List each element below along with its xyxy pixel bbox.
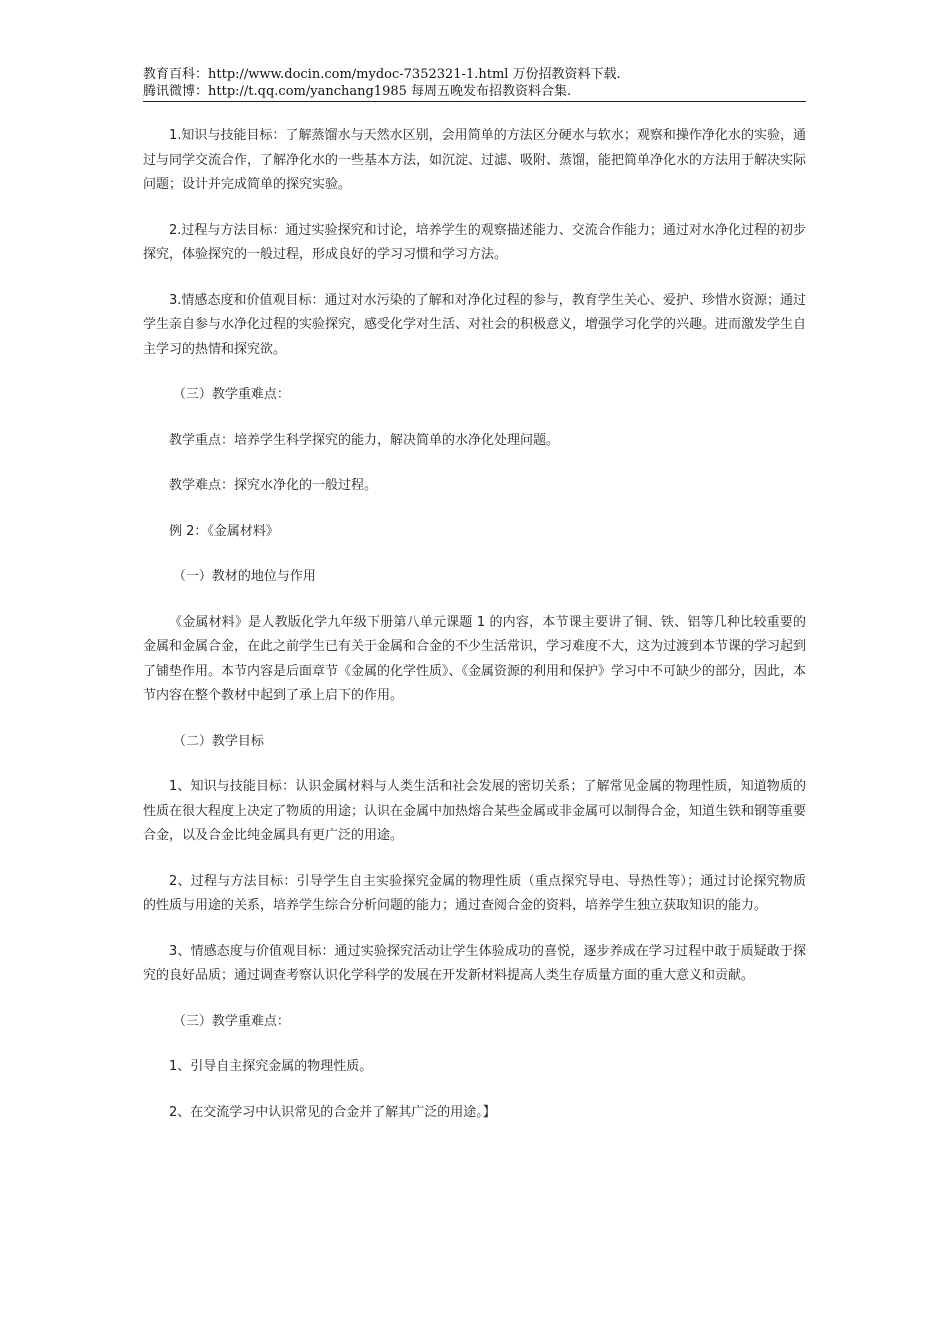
metal-objective-knowledge: 1、知识与技能目标：认识金属材料与人类生活和社会发展的密切关系；了解常见金属的物理性质，知道物质的性质在很大程度上决定了物质的用途；认识在金属中加热熔合某些金属或非金属可以制得合金，知道生铁和钢等重要合金，以及合金比纯金属具有更广泛的用途。: [143, 779, 807, 843]
section-heading-objectives: （二）教学目标: [172, 733, 264, 749]
section-heading-key-points: （三）教学重难点：: [172, 387, 290, 402]
header-line-baike: 教育百科：http://www.docin.com/mydoc-7352321-1.html 万份招教资料下载.: [143, 67, 621, 82]
header-line-weibo: 腾讯微博：http://t.qq.com/yanchang1985 每周五晚发布招教资料合集.: [143, 84, 572, 99]
section-heading-textbook-role: （一）教材的地位与作用: [172, 569, 316, 584]
key-point-1: 1、引导自主探究金属的物理性质。: [169, 1059, 373, 1074]
metal-objective-process: 2、过程与方法目标：引导学生自主实验探究金属的物理性质（重点探究导电、导热性等）；通过讨论探究物质的性质与用途的关系，培养学生综合分析问题的能力；通过查阅合金的资料，培养学生独立获取知识的能力。: [143, 873, 806, 913]
objective-process-methods: 2.过程与方法目标：通过实验探究和讨论，培养学生的观察描述能力、交流合作能力；通过对水净化过程的初步探究，体验探究的一般过程，形成良好的学习习惯和学习方法。: [143, 222, 806, 262]
textbook-role-paragraph: 《金属材料》是人教版化学九年级下册第八单元课题 1 的内容，本节课主要讲了铜、铁、铝等几种比较重要的金属和金属合金，在此之前学生已有关于金属和合金的不少生活常识，学习难度不大，这为过渡到本节课的学习起到了铺垫作用。本节内容是后面章节《金属的化学性质》、《金属资源的利用和保护》学习中不可缺少的部分，因此，本节内容在整个教材中起到了承上启下的作用。: [143, 614, 807, 703]
section-heading-key-points-2: （三）教学重难点：: [172, 1013, 290, 1029]
teaching-difficulty: 教学难点：探究水净化的一般过程。: [169, 478, 378, 493]
key-point-2: 2、在交流学习中认识常见的合金并了解其广泛的用途。】: [169, 1104, 496, 1120]
objective-knowledge-skills: 1.知识与技能目标：了解蒸馏水与天然水区别，会用简单的方法区分硬水与软水；观察和操作净化水的实验，通过与同学交流合作，了解净化水的一些基本方法，如沉淀、过滤、吸附、蒸馏，能把简单净化水的方法用于解决实际问题；设计并完成简单的探究实验。: [143, 128, 807, 192]
teaching-key-point: 教学重点：培养学生科学探究的能力，解决简单的水净化处理问题。: [169, 432, 560, 448]
objective-emotion-values: 3.情感态度和价值观目标：通过对水污染的了解和对净化过程的参与，教育学生关心、爱护、珍惜水资源；通过学生亲自参与水净化过程的实验探究，感受化学对生活、对社会的积极意义，增强学习化学的兴趣。进而激发学生自主学习的热情和探究欲。: [143, 292, 807, 357]
example-title: 例 2：《金属材料》: [169, 523, 279, 539]
document-body: [143, 124, 806, 1146]
page-header: [143, 66, 806, 102]
metal-objective-emotion: 3、情感态度与价值观目标：通过实验探究活动让学生体验成功的喜悦，逐步养成在学习过程中敢于质疑敢于探究的良好品质；通过调查考察认识化学科学的发展在开发新材料提高人类生存质量方面的重大意义和贡献。: [143, 943, 806, 983]
